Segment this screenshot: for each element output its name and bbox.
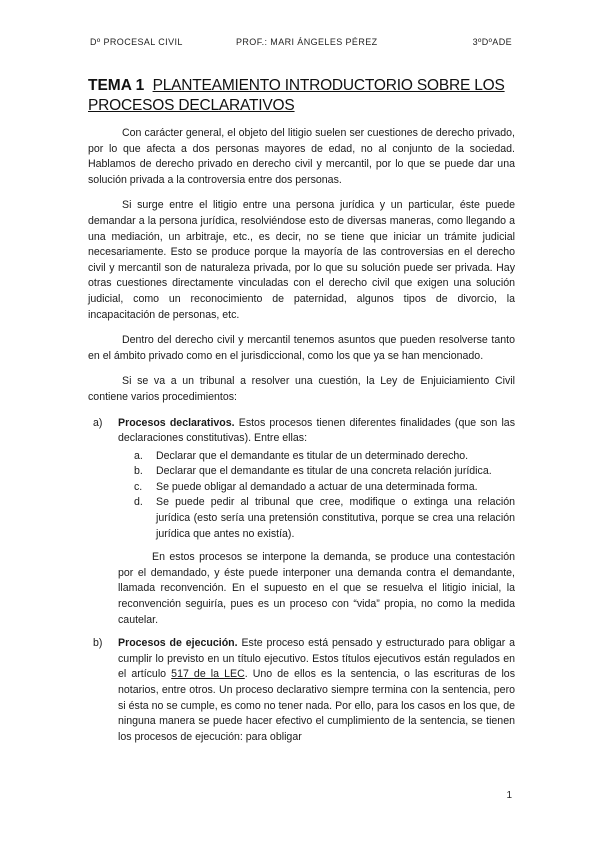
paragraph: Dentro del derecho civil y mercantil tenemos asuntos que pueden resolverse tanto en el ámbito privado como en el jurisdiccional, como los que ya se han mencionado. [88,334,515,362]
list-item-heading: Procesos declarativos. [118,416,235,429]
sublist-marker: a. [134,449,143,462]
list-item-followup: En estos procesos se interpone la demanda, se produce una contestación por el demandado, y éste puede interponer una demanda contra el demandante, llamada reconvención. En el supuesto en el que se resuelva el litigio inicial, la reconvención seguiría, pues es un proceso con “vida” propia, no como la medida cautelar. [118,551,515,626]
page-number: 1 [506,790,512,801]
paragraph: Si se va a un tribunal a resolver una cuestión, la Ley de Enjuiciamiento Civil contiene varios procedimientos: [88,375,515,403]
sublist-marker: b. [134,465,143,478]
list-item-text: . Uno de ellos es la sentencia, o las escrituras de los notarios, entre otros. Un proceso declarativo siempre termina con la sentencia, pero si ésta no se cumple, es como no tener nada. Por ello, para los casos en los que, de ninguna manera se puede hacer efectivo el cumplimiento de la sentencia, se tienen los procesos de ejecución: para obligar [118,668,515,743]
paragraph: Si surge entre el litigio entre una persona jurídica y un particular, éste puede demandar a la persona jurídica, resolviéndose esto de diversas maneras, como llegando a una mediación, un arbitraje, etc., es decir, no se tiene que iniciar un trámite judicial necesariamente. Esto se produce porque la mayoría de las controversias en el derecho civil y mercantil son de naturaleza privada, por lo que su solución puede ser privada. Hay otras cuestiones directamente vinculadas con el derecho civil que exigen una solución judicial, como un reconocimiento de paternidad, algunos tipos de divorcio, la incapacitación de personas, etc. [88,199,515,321]
sublist-item [118,464,515,480]
list-item-text: Este proceso está pensado y estructurado para obligar a cumplir lo previsto en un título ejecutivo. Estos títulos ejecutivos están regulados en el artículo [118,637,515,681]
sublist [118,449,515,543]
sublist-text: Declarar que el demandante es titular de una concreta relación jurídica. [156,465,492,478]
sublist-marker: d. [134,496,143,509]
sublist-text: Declarar que el demandante es titular de un determinado derecho. [156,449,469,462]
paragraph: Con carácter general, el objeto del litigio suelen ser cuestiones de derecho privado, por lo que afecta a dos personas mayores de edad, no al conjunto de la sociedad. Hablamos de derecho privado en derecho civil y mercantil, por lo que se puede dar una solución privada a la controversia entre dos personas. [88,127,515,186]
list-item-heading: Procesos de ejecución. [118,637,238,650]
header-subject: Dº PROCESAL CIVIL [90,37,183,47]
sublist-item [118,480,515,496]
sublist-marker: c. [134,480,143,493]
document-body [88,126,515,755]
header-course: 3ºDºADE [472,37,512,47]
sublist-text: Se puede obligar al demandado a actuar de una determinada forma. [156,480,478,493]
sublist-item [118,449,515,465]
lec-article-link[interactable]: 517 de la LEC [171,668,245,681]
sublist-item [118,495,515,542]
list-marker: a) [93,416,103,429]
list-marker: b) [93,637,103,650]
procedures-list [88,416,515,746]
sublist-text: Se puede pedir al tribunal que cree, modifique o extinga una relación jurídica (esto sería una pretensión constitutiva, porque se crea una relación jurídica que antes no existía). [156,496,515,540]
list-item-text: Estos procesos tienen diferentes finalidades (que son las declaraciones constitutivas). Entre ellas: [118,416,515,445]
title-main: PLANTEAMIENTO INTRODUCTORIO SOBRE LOS PROCESOS DECLARATIVOS [88,77,505,114]
list-item-execution [88,636,515,745]
title-lead: TEMA 1 [88,77,145,94]
page-title [88,76,518,116]
list-item-declarative [88,416,515,629]
header-professor: PROF.: MARI ÁNGELES PÉREZ [236,37,378,47]
